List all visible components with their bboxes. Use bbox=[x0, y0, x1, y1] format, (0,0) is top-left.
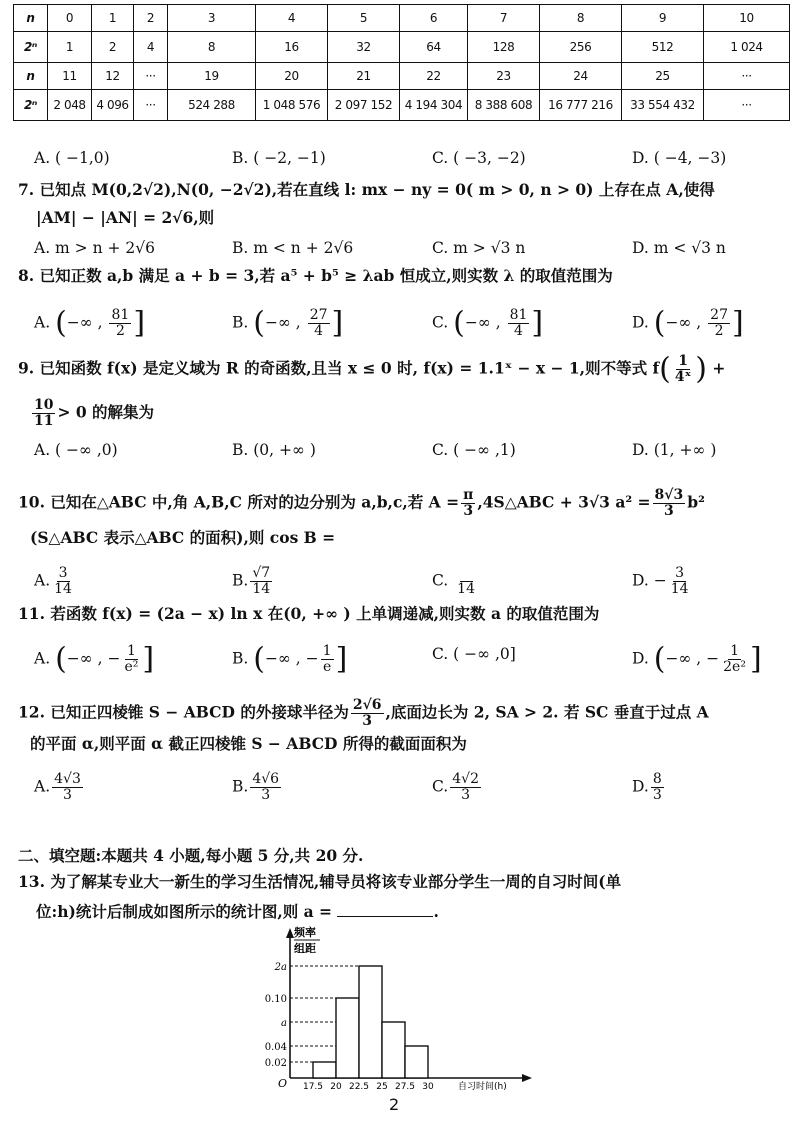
table-row bbox=[14, 32, 790, 63]
table-cell: 7 bbox=[468, 5, 540, 32]
table-header-cell: 2ⁿ bbox=[14, 32, 48, 63]
table-header-cell: n bbox=[14, 63, 48, 90]
histogram-bar bbox=[359, 966, 382, 1078]
table-cell: 12 bbox=[92, 63, 134, 90]
x-axis-arrow bbox=[522, 1074, 532, 1082]
x-tick-label: 17.5 bbox=[302, 1082, 324, 1092]
q8-option-a: A. (−∞ , $\frac{81}{2}$ ] bbox=[34, 305, 146, 341]
q7-option-a: A. m > n + 2√6 bbox=[34, 239, 156, 257]
table-cell: 8 bbox=[168, 32, 256, 63]
q12-stem: 12. 已知正四棱锥 S − ABCD 的外接球半径为 $\frac{2√6}{3}$ ,底面边长为 2, SA > 2. 若 SC 垂直于过点 A bbox=[18, 697, 709, 729]
table-cell: 32 bbox=[328, 32, 400, 63]
q12-option-d: D. $\frac{8}{3}$ bbox=[632, 771, 662, 803]
x-tick-label: 25 bbox=[376, 1082, 388, 1092]
table-cell: 1 bbox=[48, 32, 92, 63]
table-cell: 9 bbox=[622, 5, 704, 32]
q13-stem-cont: 位:h)统计后制成如图所示的统计图,则 a = . bbox=[36, 902, 439, 921]
x-tick-label: 22.5 bbox=[348, 1082, 370, 1092]
histogram-bar bbox=[313, 1062, 336, 1078]
y-label-top: 频率 bbox=[294, 926, 316, 939]
q8-option-d: D. (−∞ , $\frac{27}{2}$ ] bbox=[632, 305, 744, 341]
q7-option-d: D. m < √3 n bbox=[632, 239, 726, 257]
table-cell: 10 bbox=[704, 5, 790, 32]
table-cell: 4 194 304 bbox=[400, 90, 468, 121]
table-cell: 3 bbox=[168, 5, 256, 32]
q7-option-c: C. m > √3 n bbox=[432, 239, 526, 257]
table-header-cell: 2ⁿ bbox=[14, 90, 48, 121]
table-cell: 2 097 152 bbox=[328, 90, 400, 121]
table-cell: 4 096 bbox=[92, 90, 134, 121]
frequency-histogram bbox=[264, 922, 538, 1092]
q6-option-b: B. ( −2, −1) bbox=[232, 149, 326, 167]
q7-stem: 7. 已知点 M(0,2√2),N(0, −2√2),若在直线 l: mx − ny = 0( m > 0, n > 0) 上存在点 A,使得 bbox=[18, 180, 715, 199]
table-cell: 4 bbox=[256, 5, 328, 32]
q9-option-a: A. ( −∞ ,0) bbox=[34, 441, 118, 459]
q11-option-c: C. ( −∞ ,0] bbox=[432, 645, 516, 663]
y-tick-label: a bbox=[281, 1018, 287, 1029]
table-cell: 8 bbox=[540, 5, 622, 32]
q6-option-c: C. ( −3, −2) bbox=[432, 149, 526, 167]
table-cell: 11 bbox=[48, 63, 92, 90]
q9-stem-cont: $\frac{10}{11}$ > 0 的解集为 bbox=[34, 397, 155, 429]
x-tick-label: 20 bbox=[330, 1082, 342, 1092]
table-cell: 64 bbox=[400, 32, 468, 63]
table-cell: 0 bbox=[48, 5, 92, 32]
histogram-bar bbox=[382, 1022, 405, 1078]
y-tick-label: 2a bbox=[274, 962, 287, 973]
page-number: 2 bbox=[389, 1095, 400, 1114]
y-tick-label: 0.10 bbox=[264, 994, 287, 1005]
q10-stem-cont: (S△ABC 表示△ABC 的面积),则 cos B = bbox=[30, 528, 336, 547]
y-tick-label: 0.02 bbox=[264, 1058, 287, 1069]
q7-option-b: B. m < n + 2√6 bbox=[232, 239, 354, 257]
table-cell: 1 048 576 bbox=[256, 90, 328, 121]
table-cell: ··· bbox=[704, 90, 790, 121]
q11-stem: 11. 若函数 f(x) = (2a − x) ln x 在(0, +∞ ) 上单调递减,则实数 a 的取值范围为 bbox=[18, 604, 600, 623]
origin-label: O bbox=[278, 1077, 288, 1090]
q8-stem: 8. 已知正数 a,b 满足 a + b = 3,若 a⁵ + b⁵ ≥ λab 恒成立,则实数 λ 的取值范围为 bbox=[18, 266, 613, 285]
q7-stem-cont: |AM| − |AN| = 2√6,则 bbox=[36, 208, 215, 227]
answer-blank bbox=[337, 902, 433, 917]
table-cell: 512 bbox=[622, 32, 704, 63]
q12-stem-cont: 的平面 α,则平面 α 截正四棱锥 S − ABCD 所得的截面面积为 bbox=[30, 734, 467, 753]
table-cell: 8 388 608 bbox=[468, 90, 540, 121]
q6-option-a: A. ( −1,0) bbox=[34, 149, 110, 167]
table-cell: 5 bbox=[328, 5, 400, 32]
table-row bbox=[14, 90, 790, 121]
q13-stem: 13. 为了解某专业大一新生的学习生活情况,辅导员将该专业部分学生一周的自习时间(单 bbox=[18, 872, 622, 891]
table-header-cell: n bbox=[14, 5, 48, 32]
powers-of-two-table bbox=[13, 4, 790, 121]
table-cell: 24 bbox=[540, 63, 622, 90]
table-cell: 4 bbox=[134, 32, 168, 63]
q10-option-a: A. $\frac{3}{14}$ bbox=[34, 565, 72, 597]
q10-option-d: D. − $\frac{3}{14}$ bbox=[632, 565, 689, 597]
table-cell: 2 048 bbox=[48, 90, 92, 121]
table-cell: 16 777 216 bbox=[540, 90, 622, 121]
table-cell: 2 bbox=[92, 32, 134, 63]
table-cell: 16 bbox=[256, 32, 328, 63]
table-cell: 2 bbox=[134, 5, 168, 32]
y-tick-label: 0.04 bbox=[264, 1042, 287, 1053]
y-label-bottom: 组距 bbox=[294, 942, 316, 955]
table-cell: 21 bbox=[328, 63, 400, 90]
table-cell: 1 bbox=[92, 5, 134, 32]
table-cell: 128 bbox=[468, 32, 540, 63]
q10-stem: 10. 已知在△ABC 中,角 A,B,C 所对的边分别为 a,b,c,若 A = $\frac{\pi}{3}$ ,4S△ABC + 3√3 a² = $\frac{8√3}{3}$ b² bbox=[18, 487, 705, 519]
table-cell: ··· bbox=[704, 63, 790, 90]
table-cell: 25 bbox=[622, 63, 704, 90]
q10-option-c: C. 14 bbox=[432, 566, 479, 597]
table-cell: 33 554 432 bbox=[622, 90, 704, 121]
q11-option-d: D. (−∞ , − $\frac{1}{\text{2e²}}$ ] bbox=[632, 641, 762, 677]
q12-option-a: A. $\frac{4√3}{3}$ bbox=[34, 771, 81, 803]
table-cell: 19 bbox=[168, 63, 256, 90]
q12-option-c: C. $\frac{4√2}{3}$ bbox=[432, 771, 479, 803]
table-row bbox=[14, 63, 790, 90]
q8-option-b: B. (−∞ , $\frac{27}{4}$ ] bbox=[232, 305, 344, 341]
x-tick-label: 30 bbox=[422, 1082, 434, 1092]
q8-option-c: C. (−∞ , $\frac{81}{4}$ ] bbox=[432, 305, 544, 341]
x-tick-label: 27.5 bbox=[394, 1082, 416, 1092]
q9-option-d: D. (1, +∞ ) bbox=[632, 441, 717, 459]
table-cell: 6 bbox=[400, 5, 468, 32]
table-row bbox=[14, 5, 790, 32]
histogram-bar bbox=[405, 1046, 428, 1078]
q11-option-a: A. (−∞ , − $\frac{1}{\text{e²}}$ ] bbox=[34, 641, 155, 677]
q9-stem: 9. 已知函数 f(x) 是定义域为 R 的奇函数,且当 x ≤ 0 时, f(x) = 1.1ˣ − x − 1,则不等式 f( $\frac{1}{\text{4ˣ}}$ ) + bbox=[18, 351, 726, 387]
q10-option-b: B. $\frac{√7}{14}$ bbox=[232, 565, 271, 597]
table-cell: 256 bbox=[540, 32, 622, 63]
y-axis-arrow bbox=[286, 928, 294, 938]
q12-option-b: B. $\frac{4√6}{3}$ bbox=[232, 771, 280, 803]
table-cell: 22 bbox=[400, 63, 468, 90]
q6-option-d: D. ( −4, −3) bbox=[632, 149, 727, 167]
q9-option-b: B. (0, +∞ ) bbox=[232, 441, 316, 459]
table-cell: 524 288 bbox=[168, 90, 256, 121]
table-cell: ··· bbox=[134, 90, 168, 121]
table-cell: ··· bbox=[134, 63, 168, 90]
q11-option-b: B. (−∞ , − $\frac{1}{e}$ ] bbox=[232, 641, 348, 677]
x-axis-label: 自习时间(h) bbox=[458, 1082, 507, 1092]
table-cell: 20 bbox=[256, 63, 328, 90]
q9-option-c: C. ( −∞ ,1) bbox=[432, 441, 516, 459]
histogram-bar bbox=[336, 998, 359, 1078]
table-cell: 1 024 bbox=[704, 32, 790, 63]
section-heading: 二、填空题:本题共 4 小题,每小题 5 分,共 20 分. bbox=[18, 846, 364, 865]
table-cell: 23 bbox=[468, 63, 540, 90]
